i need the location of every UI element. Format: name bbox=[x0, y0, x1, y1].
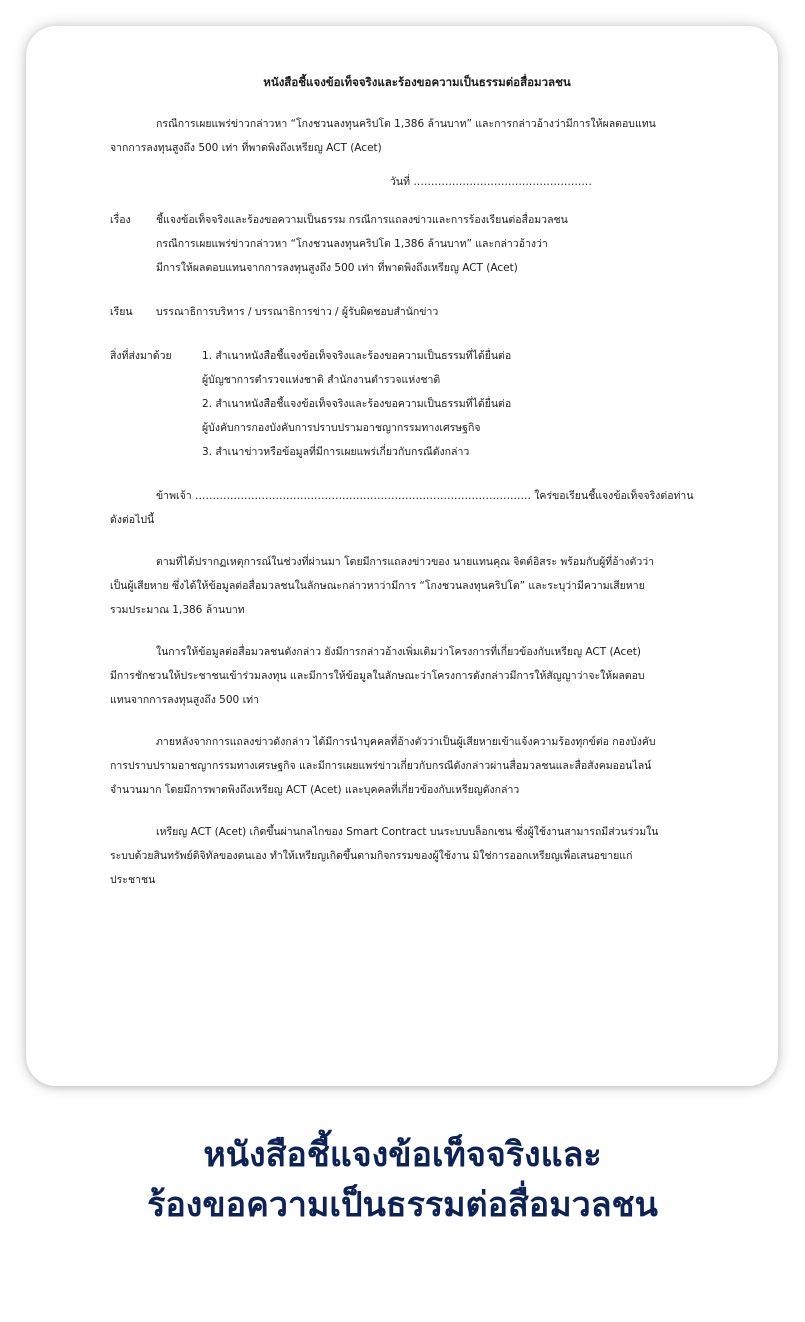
subject-line: มีการให้ผลตอบแทนจากการลงทุนสูงถึง 500 เท่า ที่พาดพิงถึงเหรียญ ACT (Acet) bbox=[156, 262, 518, 274]
paragraph-line: ตามที่ได้ปรากฏเหตุการณ์ในช่วงที่ผ่านมา โดยมีการแถลงข่าวของ นายแทนคุณ จิตต์อิสระ พร้อมกับผู้ที่อ้างตัวว่า bbox=[156, 556, 655, 568]
document-card bbox=[26, 26, 778, 1086]
recipient-block bbox=[110, 300, 724, 324]
paragraph-line: มีการชักชวนให้ประชาชนเข้าร่วมลงทุน และมีการให้ข้อมูลในลักษณะว่าโครงการดังกล่าวมีการให้สัญญาว่าจะให้ผลตอบ bbox=[110, 670, 645, 682]
intro-line: จากการลงทุนสูงถึง 500 เท่า ที่พาดพิงถึงเหรียญ ACT (Acet) bbox=[110, 142, 382, 154]
enclosure-item: 2. สำเนาหนังสือชี้แจงข้อเท็จจริงและร้องขอความเป็นธรรมที่ได้ยื่นต่อ bbox=[202, 398, 512, 410]
paragraph-line: จำนวนมาก โดยมีการพาดพิงถึงเหรียญ ACT (Acet) และบุคคลที่เกี่ยวข้องกับเหรียญดังกล่าว bbox=[110, 784, 520, 796]
enclosure-item: 3. สำเนาข่าวหรือข้อมูลที่มีการเผยแพร่เกี่ยวกับกรณีดังกล่าว bbox=[202, 446, 470, 458]
paragraph-line: รวมประมาณ 1,386 ล้านบาท bbox=[110, 604, 245, 616]
recipient-label: เรียน bbox=[110, 306, 133, 318]
caption-line: ร้องขอความเป็นธรรมต่อสื่อมวลชน bbox=[147, 1185, 658, 1225]
enclosure-item: 1. สำเนาหนังสือชี้แจงข้อเท็จจริงและร้องขอความเป็นธรรมที่ได้ยื่นต่อ bbox=[202, 350, 512, 362]
recipient-text: บรรณาธิการบริหาร / บรรณาธิการข่าว / ผู้รับผิดชอบสำนักข่าว bbox=[156, 306, 439, 318]
subject-line: ชี้แจงข้อเท็จจริงและร้องขอความเป็นธรรม กรณีการแถลงข่าวและการร้องเรียนต่อสื่อมวลชน bbox=[156, 214, 568, 226]
subject-label: เรื่อง bbox=[110, 214, 131, 226]
enclosure-block bbox=[110, 344, 724, 464]
document-title: หนังสือชี้แจงข้อเท็จจริงและร้องขอความเป็นธรรมต่อสื่อมวลชน bbox=[263, 75, 571, 89]
page-caption bbox=[0, 1130, 805, 1230]
paragraph-line: ภายหลังจากการแถลงข่าวดังกล่าว ได้มีการนำบุคคลที่อ้างตัวว่าเป็นผู้เสียหายเข้าแจ้งความร้องทุกข์ต่อ กองบังคับ bbox=[156, 736, 656, 748]
subject-block bbox=[110, 208, 724, 280]
enclosure-list bbox=[202, 344, 724, 464]
paragraph-line: เป็นผู้เสียหาย ซึ่งได้ให้ข้อมูลต่อสื่อมวลชนในลักษณะกล่าวหาว่ามีการ “โกงชวนลงทุนคริปโต” และระบุว่ามีความเสียหาย bbox=[110, 580, 645, 592]
paragraph-line: การปราบปรามอาชญากรรมทางเศรษฐกิจ และมีการเผยแพร่ข่าวเกี่ยวกับกรณีดังกล่าวผ่านสื่อมวลชนและสื่อสังคมออนไลน์ bbox=[110, 760, 652, 772]
enclosure-item: ผู้บัญชาการตำรวจแห่งชาติ สำนักงานตำรวจแห่งชาติ bbox=[202, 374, 441, 386]
paragraph-line: เหรียญ ACT (Acet) เกิดขึ้นผ่านกลไกของ Smart Contract บนระบบบล็อกเชน ซึ่งผู้ใช้งานสามารถมีส่วนร่วมใน bbox=[156, 826, 659, 838]
enclosure-label: สิ่งที่ส่งมาด้วย bbox=[110, 350, 172, 362]
caption-line: หนังสือชี้แจงข้อเท็จจริงและ bbox=[203, 1135, 602, 1175]
subject-line: กรณีการเผยแพร่ข่าวกล่าวหา “โกงชวนลงทุนคริปโต 1,386 ล้านบาท” และกล่าวอ้างว่า bbox=[156, 238, 548, 250]
paragraph-line: ระบบด้วยสินทรัพย์ดิจิทัลของตนเอง ทำให้เหรียญเกิดขึ้นตามกิจกรรมของผู้ใช้งาน มิใช่การออกเหรียญเพื่อเสนอขายแก่ bbox=[110, 850, 633, 862]
opening-line: ดังต่อไปนี้ bbox=[110, 514, 155, 526]
subject-text bbox=[156, 208, 724, 280]
paragraph-line: ในการให้ข้อมูลต่อสื่อมวลชนดังกล่าว ยังมีการกล่าวอ้างเพิ่มเติมว่าโครงการที่เกี่ยวข้องกับเหรียญ ACT (Acet) bbox=[156, 646, 641, 658]
paragraph-line: แทนจากการลงทุนสูงถึง 500 เท่า bbox=[110, 694, 259, 706]
intro-line: กรณีการเผยแพร่ข่าวกล่าวหา “โกงชวนลงทุนคริปโต 1,386 ล้านบาท” และการกล่าวอ้างว่ามีการให้ผลตอบแทน bbox=[156, 118, 656, 130]
paragraph-line: ประชาชน bbox=[110, 874, 156, 886]
opening-line: ข้าพเจ้า …………………………………………………………………………………… ใคร่ขอเรียนชี้แจงข้อเท็จจริงต่อท่าน bbox=[156, 490, 694, 502]
letter-document bbox=[110, 70, 724, 892]
date-line: วันที่ …………………………………………… bbox=[390, 176, 592, 188]
enclosure-item: ผู้บังคับการกองบังคับการปราบปรามอาชญากรรมทางเศรษฐกิจ bbox=[202, 422, 481, 434]
